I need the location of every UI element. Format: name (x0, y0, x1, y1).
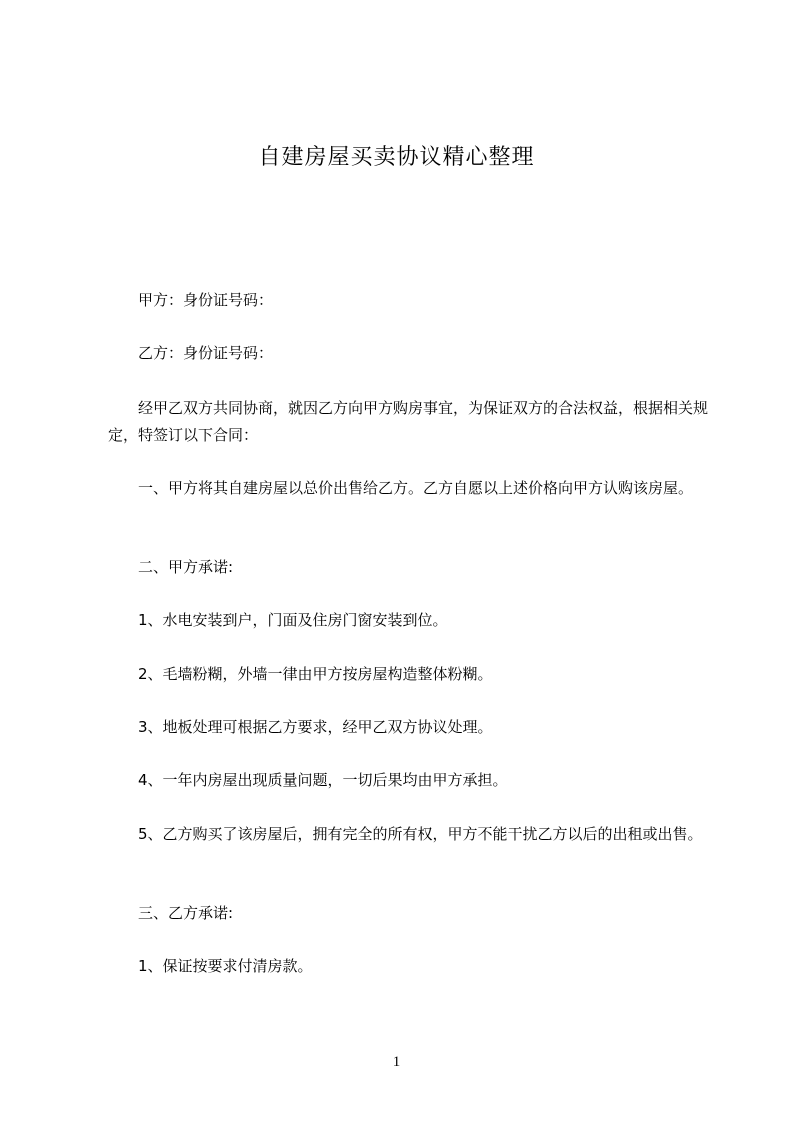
section-three-heading: 三、乙方承诺: (138, 904, 234, 922)
list-item: 2、毛墙粉糊，外墙一律由甲方按房屋构造整体粉糊。 (138, 665, 493, 683)
party-a-line: 甲方：身份证号码： (138, 291, 274, 309)
list-item: 3、地板处理可根据乙方要求，经甲乙双方协议处理。 (138, 718, 493, 736)
document-title: 自建房屋买卖协议精心整理 (258, 145, 535, 170)
party-b-line: 乙方：身份证号码： (138, 344, 274, 362)
clause-one-paragraph: 一、甲方将其自建房屋以总价出售给乙方。乙方自愿以上述价格向甲方认购该房屋。 (138, 479, 694, 497)
page-number: 1 (392, 1054, 401, 1070)
preamble-paragraph: 经甲乙双方共同协商，就因乙方向甲方购房事宜，为保证双方的合法权益，根据相关规定，特签订以下合同： (108, 399, 709, 444)
section-two-heading: 二、甲方承诺: (138, 558, 234, 576)
list-item: 1、水电安装到户，门面及住房门窗安装到位。 (138, 611, 448, 629)
list-item: 4、一年内房屋出现质量问题，一切后果均由甲方承担。 (138, 771, 508, 789)
list-item: 1、保证按要求付清房款。 (138, 957, 313, 975)
list-item: 5、乙方购买了该房屋后，拥有完全的所有权，甲方不能干扰乙方以后的出租或出售。 (138, 825, 703, 843)
